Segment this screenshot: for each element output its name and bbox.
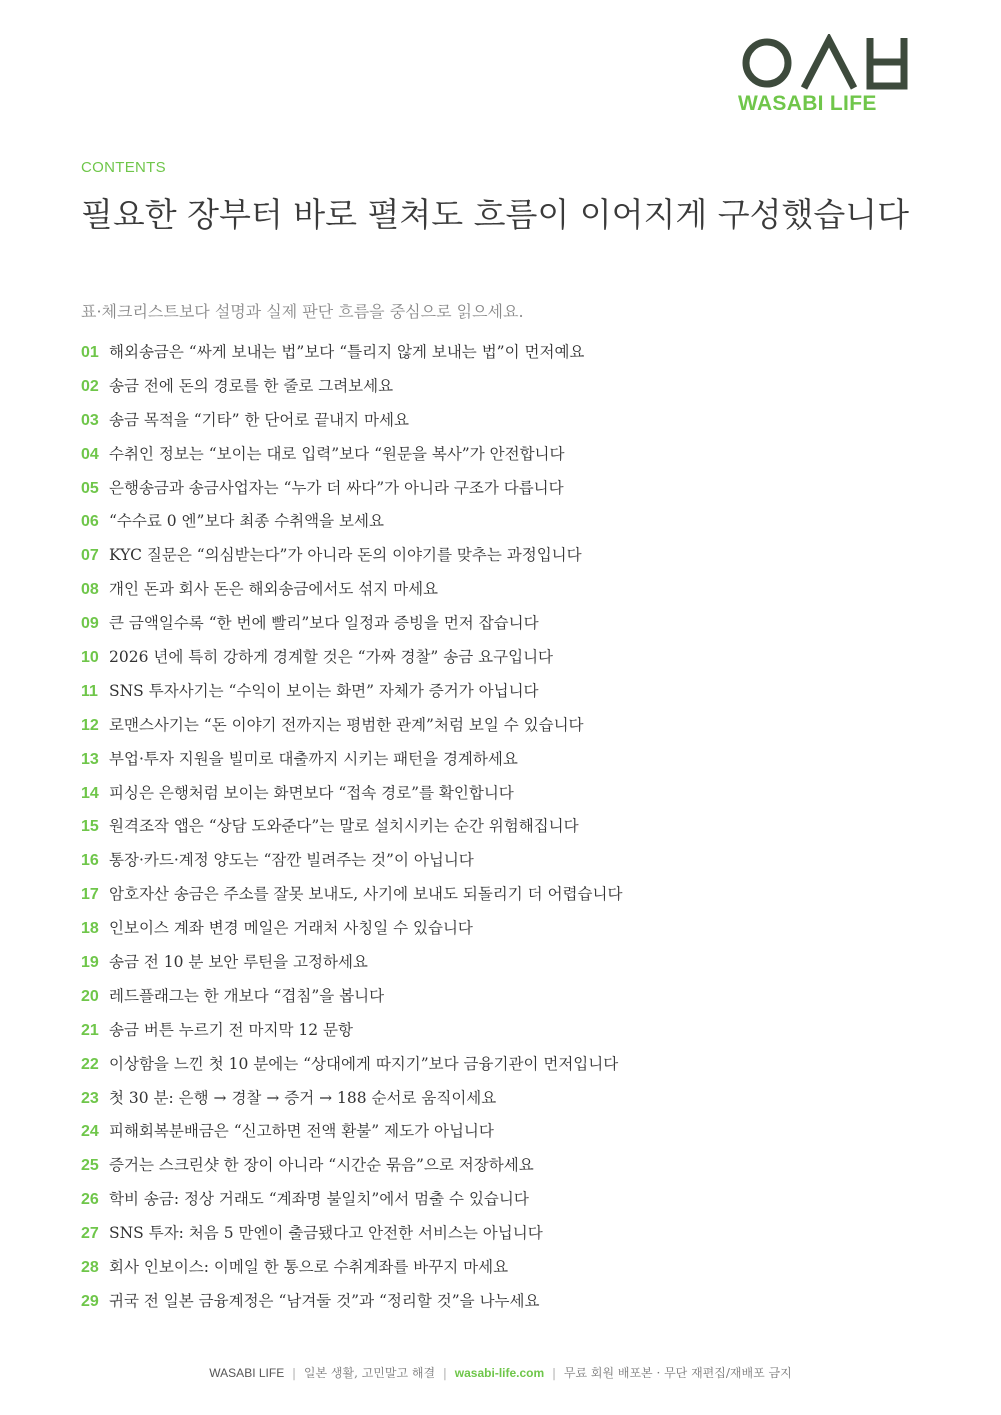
toc-item-number: 26 (81, 1191, 99, 1209)
toc-item-number: 22 (81, 1055, 99, 1073)
toc-item-number: 05 (81, 479, 99, 497)
footer-tagline: 일본 생활, 고민말고 해결 (303, 1366, 436, 1380)
toc-item-number: 19 (81, 954, 99, 972)
page-subtitle: 표·체크리스트보다 설명과 실제 판단 흐름을 중심으로 읽으세요. (81, 302, 524, 321)
toc-item[interactable] (81, 1119, 622, 1153)
toc-item-number: 25 (81, 1157, 99, 1175)
section-label: CONTENTS (81, 159, 166, 176)
toc-item[interactable] (81, 781, 622, 815)
toc-item[interactable] (81, 340, 622, 374)
footer-brand: WASABI LIFE (209, 1366, 285, 1380)
footer-separator: | (442, 1366, 447, 1380)
toc-item[interactable] (81, 543, 622, 577)
footer-website-link[interactable]: wasabi-life.com (454, 1366, 545, 1380)
toc-item-number: 27 (81, 1225, 99, 1243)
toc-item[interactable] (81, 577, 622, 611)
toc-item-number: 06 (81, 513, 99, 531)
toc-item-number: 14 (81, 784, 99, 802)
footer (0, 1364, 1001, 1381)
toc-item-title: SNS 투자: 처음 5 만엔이 출금됐다고 안전한 서비스는 아닙니다 (109, 1224, 543, 1243)
toc-item-title: 큰 금액일수록 “한 번에 빨리”보다 일정과 증빙을 먼저 잡습니다 (109, 614, 539, 633)
toc-item[interactable] (81, 1052, 622, 1086)
toc-item-title: 송금 목적을 “기타” 한 단어로 끝내지 마세요 (109, 410, 409, 429)
toc-item[interactable] (81, 747, 622, 781)
toc-item[interactable] (81, 1153, 622, 1187)
toc-item-number: 10 (81, 649, 99, 667)
toc-item-number: 17 (81, 886, 99, 904)
toc-item-number: 07 (81, 547, 99, 565)
toc-item-title: 학비 송금: 정상 거래도 “계좌명 불일치”에서 멈출 수 있습니다 (109, 1190, 529, 1209)
brand-logo (738, 30, 908, 125)
toc-item[interactable] (81, 1255, 622, 1289)
toc-item-title: 회사 인보이스: 이메일 한 통으로 수취계좌를 바꾸지 마세요 (109, 1258, 509, 1277)
toc-item-title: 송금 전에 돈의 경로를 한 줄로 그려보세요 (109, 376, 394, 395)
toc-item[interactable] (81, 1018, 622, 1052)
toc-item-number: 04 (81, 445, 99, 463)
toc-item-title: 피싱은 은행처럼 보이는 화면보다 “접속 경로”를 확인합니다 (109, 783, 514, 802)
toc-item[interactable] (81, 374, 622, 408)
toc-item[interactable] (81, 848, 622, 882)
toc-item-title: 인보이스 계좌 변경 메일은 거래처 사칭일 수 있습니다 (109, 919, 473, 938)
toc-item-title: 송금 전 10 분 보안 루틴을 고정하세요 (109, 953, 368, 972)
toc-item[interactable] (81, 950, 622, 984)
toc-item[interactable] (81, 679, 622, 713)
toc-item-number: 18 (81, 920, 99, 938)
toc-item[interactable] (81, 916, 622, 950)
toc-item-number: 01 (81, 344, 99, 361)
footer-separator: | (552, 1366, 557, 1380)
toc-item-title: 부업·투자 지원을 빌미로 대출까지 시키는 패턴을 경계하세요 (109, 749, 518, 768)
toc-item[interactable] (81, 509, 622, 543)
toc-item[interactable] (81, 645, 622, 679)
toc-item-number: 24 (81, 1123, 99, 1141)
toc-item[interactable] (81, 408, 622, 442)
toc-item[interactable] (81, 476, 622, 510)
toc-item-number: 03 (81, 411, 99, 429)
toc-item-title: SNS 투자사기는 “수익이 보이는 화면” 자체가 증거가 아닙니다 (109, 681, 539, 700)
toc-item-number: 02 (81, 377, 99, 395)
toc-item-title: 로맨스사기는 “돈 이야기 전까지는 평범한 관계”처럼 보일 수 있습니다 (109, 715, 584, 734)
logo-symbol-icon (742, 34, 908, 92)
toc-item-number: 09 (81, 615, 99, 633)
toc-item-title: 통장·카드·계정 양도는 “잠깐 빌려주는 것”이 아닙니다 (109, 851, 474, 870)
toc-item-title: 첫 30 분: 은행 → 경찰 → 증거 → 188 순서로 움직이세요 (109, 1088, 497, 1107)
toc-item-title: 2026 년에 특히 강하게 경계할 것은 “가짜 경찰” 송금 요구입니다 (109, 648, 554, 667)
toc-item[interactable] (81, 882, 622, 916)
toc-item-title: 은행송금과 송금사업자는 “누가 더 싸다”가 아니라 구조가 다릅니다 (109, 478, 564, 497)
toc-item[interactable] (81, 713, 622, 747)
toc-item-title: 원격조작 앱은 “상담 도와준다”는 말로 설치시키는 순간 위험해집니다 (109, 817, 579, 836)
toc-item[interactable] (81, 1221, 622, 1255)
toc-item-number: 29 (81, 1292, 99, 1310)
toc-item-title: 피해회복분배금은 “신고하면 전액 환불” 제도가 아닙니다 (109, 1122, 494, 1141)
toc-item-title: 암호자산 송금은 주소를 잘못 보내도, 사기에 보내도 되돌리기 더 어렵습니다 (109, 885, 623, 904)
toc-item[interactable] (81, 1187, 622, 1221)
toc-item-title: 레드플래그는 한 개보다 “겹침”을 봅니다 (109, 986, 385, 1005)
logo-wordmark: WASABI LIFE (738, 92, 877, 115)
toc-item-number: 11 (81, 682, 98, 700)
toc-item-title: 해외송금은 “싸게 보내는 법”보다 “틀리지 않게 보내는 법”이 먼저예요 (109, 343, 585, 361)
toc-item-number: 21 (81, 1021, 99, 1039)
toc-item-number: 12 (81, 716, 99, 734)
toc-item-number: 15 (81, 818, 99, 836)
toc-item-number: 23 (81, 1089, 99, 1107)
toc-item-number: 20 (81, 987, 99, 1005)
footer-separator: | (292, 1366, 297, 1380)
toc-item-title: 이상함을 느낀 첫 10 분에는 “상대에게 따지기”보다 금융기관이 먼저입니다 (109, 1054, 619, 1073)
toc-item-title: 송금 버튼 누르기 전 마지막 12 문항 (109, 1020, 353, 1039)
footer-notice: 무료 회원 배포본 · 무단 재편집/재배포 금지 (563, 1366, 792, 1380)
toc-item-title: 귀국 전 일본 금융계정은 “남겨둘 것”과 “정리할 것”을 나누세요 (109, 1291, 540, 1310)
toc-item-number: 16 (81, 852, 99, 870)
toc-item[interactable] (81, 814, 622, 848)
toc-item[interactable] (81, 1086, 622, 1120)
toc-item[interactable] (81, 611, 622, 645)
toc-item-title: “수수료 0 엔”보다 최종 수취액을 보세요 (109, 512, 384, 531)
toc-item-title: 증거는 스크린샷 한 장이 아니라 “시간순 묶음”으로 저장하세요 (109, 1156, 534, 1175)
toc-item-number: 13 (81, 750, 99, 768)
toc-item-title: KYC 질문은 “의심받는다”가 아니라 돈의 이야기를 맞추는 과정입니다 (109, 546, 582, 565)
page-title: 필요한 장부터 바로 펼쳐도 흐름이 이어지게 구성했습니다 (81, 195, 910, 234)
toc-item-title: 수취인 정보는 “보이는 대로 입력”보다 “원문을 복사”가 안전합니다 (109, 444, 565, 463)
toc-item-number: 28 (81, 1259, 99, 1277)
toc-item-title: 개인 돈과 회사 돈은 해외송금에서도 섞지 마세요 (109, 580, 439, 599)
toc-item-number: 08 (81, 581, 99, 599)
toc-item[interactable] (81, 442, 622, 476)
table-of-contents (81, 340, 622, 1323)
toc-item[interactable] (81, 1289, 622, 1323)
toc-item[interactable] (81, 984, 622, 1018)
